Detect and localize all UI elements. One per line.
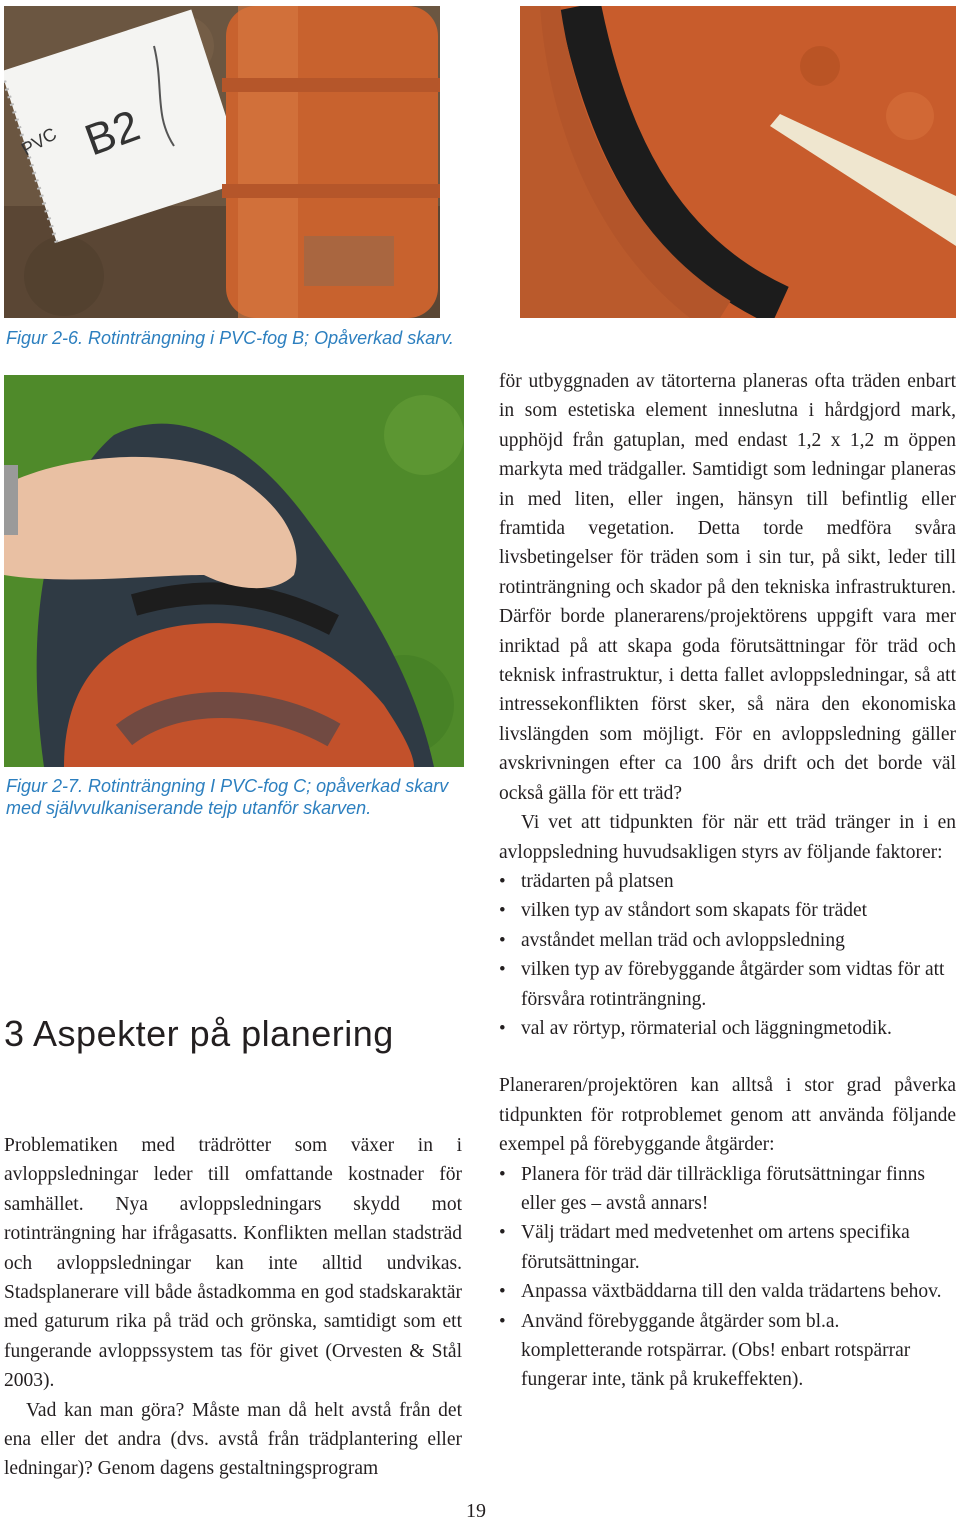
figure-2-7-caption-line1: Figur 2-7. Rotinträngning I PVC-fog C; opåverkad skarv <box>6 776 449 796</box>
factor-list <box>499 867 956 1043</box>
figure-2-6-caption: Figur 2-6. Rotinträngning i PVC-fog B; Opåverkad skarv. <box>6 328 454 348</box>
photo-pvc-joint-c-taped <box>4 375 464 767</box>
left-paragraph-1: Problematiken med trädrötter som växer in i avloppsledningar leder till omfattande kostnader för samhället. Nya avloppsledningars skydd mot rotinträngning har ifrågasatts. Konflikten mellan stadsträd och avloppsledningar kan inte alltid undvikas. Stadsplanerare vill både åstadkomma en god stadskaraktär med gaturum rika på träd och grönska, samtidigt som ett fungerande avloppssystem tas för givet (Orvesten & Stål 2003). <box>4 1135 462 1392</box>
list-item: • Använd förebyggande åtgärder som bl.a. kompletterande rotspärrar. (Obs! enbart rotspärrar fungerar inte, tänk på krukeffekten). <box>499 1307 956 1395</box>
right-paragraph-2: Vi vet att tidpunkten för när ett träd tränger in i en avloppsledning huvudsakligen styrs av följande faktorer: <box>499 812 956 863</box>
right-text-column <box>499 367 956 1395</box>
measure-list <box>499 1160 956 1395</box>
list-item: • trädarten på platsen <box>499 867 956 896</box>
page-number: 19 <box>466 1500 486 1522</box>
list-item: • Välj trädart med medvetenhet om artens specifika förutsättningar. <box>499 1218 956 1277</box>
right-paragraph-1: för utbyggnaden av tätorterna planeras ofta träden enbart in som estetiska element inneslutna i hårdgjord mark, upphöjd från gatuplan, med endast 1,2 x 1,2 m öppen markyta med trädgaller. Samtidigt som ledningar planeras in med liten, eller ingen, hänsyn till befintlig eller framtida vegetation. Detta torde medföra svåra livsbetingelser för träden som i sin tur, på sikt, leder till rotinträngning och skador på den tekniska infrastrukturen. Därför borde planerarens/projektörens uppgift vara mer inriktad på att skapa goda förutsättningar för träd och teknisk infrastruktur, i detta fallet avloppsledningar, så att intressekonflikten först sker, så nära den ekonomiska livslängden som möjligt. För en avloppsledning gäller avskrivningen efter ca 100 års drift och det borde väl också gälla för ett träd? <box>499 371 956 804</box>
svg-text:B2: B2 <box>78 100 147 166</box>
list-item: • avståndet mellan träd och avloppsledning <box>499 926 956 955</box>
left-paragraph-2: Vad kan man göra? Måste man då helt avstå från det ena eller det andra (dvs. avstå från trädplantering eller ledningar)? Genom dagens gestaltningsprogram <box>4 1399 462 1480</box>
section-heading: 3 Aspekter på planering <box>4 1013 394 1054</box>
photo-pvc-joint-b <box>4 6 440 318</box>
figure-2-7-caption <box>6 775 448 819</box>
list-item: • Planera för träd där tillräckliga förutsättningar finns eller ges – avstå annars! <box>499 1160 956 1219</box>
list-item: • val av rörtyp, rörmaterial och läggningmetodik. <box>499 1014 956 1043</box>
list-item: • vilken typ av förebyggande åtgärder som vidtas för att försvåra rotinträngning. <box>499 955 956 1014</box>
list-item: • vilken typ av ståndort som skapats för trädet <box>499 896 956 925</box>
list-item: • Anpassa växtbäddarna till den valda trädartens behov. <box>499 1277 956 1306</box>
right-paragraph-3: Planeraren/projektören kan alltså i stor grad påverka tidpunkten för rotproblemet genom att använda följande exempel på förebyggande åtgärder: <box>499 1075 956 1156</box>
svg-text:PVC: PVC <box>18 123 61 160</box>
figure-2-7-caption-line2: med självvulkaniserande tejp utanför skarven. <box>6 798 372 818</box>
left-text-column <box>4 1131 462 1484</box>
photo-pvc-seal-closeup <box>520 6 956 318</box>
